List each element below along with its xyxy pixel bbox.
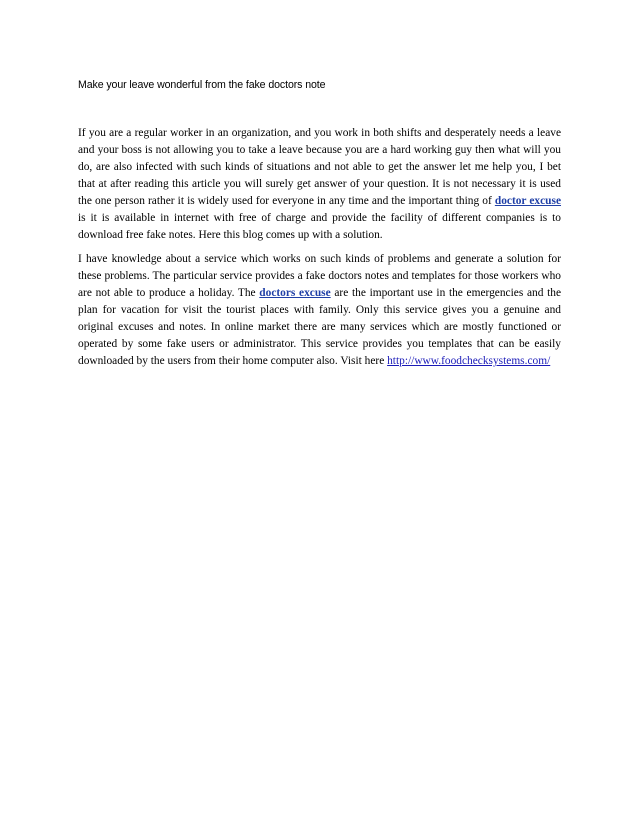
paragraph-1 <box>78 125 561 244</box>
paragraph-1-text-start: If you are a regular worker in an organization, and you work in both shifts and desperately needs a leave and your boss is not allowing you to take a leave because you are a hard working guy then what will you do, are also infected with such kinds of situations and not able to get the answer let me help you, I bet that at after reading this article you will surely get answer of your question. It is not necessary it is used the one person rather it is widely used for everyone in any time and the important thing of <box>78 127 561 207</box>
paragraph-1-text-end: is it is available in internet with free of charge and provide the facility of different companies is to download free fake notes. Here this blog comes up with a solution. <box>78 212 561 241</box>
paragraph-2-text-start: I have knowledge about a service which works on such kinds of problems and generate a solution for these problems. The particular service provides a fake doctors notes and templates for those workers who are not able to produce a holiday. The <box>78 253 561 299</box>
paragraph-2-text-middle: are the important use in the emergencies and the plan for vacation for visit the tourist places with family. Only this service gives you a genuine and original excuses and notes. In online market there are many services which are mostly functioned or operated by some fake users or administrator. This service provides you templates that can be easily downloaded by the users from their home computer also. Visit here <box>78 287 562 367</box>
document-body <box>78 125 561 377</box>
doctor-excuse-link[interactable]: doctor excuse <box>494 195 562 207</box>
website-url-link[interactable]: http://www.foodchecksystems.com/ <box>387 355 551 367</box>
paragraph-2 <box>78 251 561 370</box>
doctors-excuse-link[interactable]: doctors excuse <box>259 287 331 299</box>
document-title: Make your leave wonderful from the fake doctors note <box>78 79 326 91</box>
